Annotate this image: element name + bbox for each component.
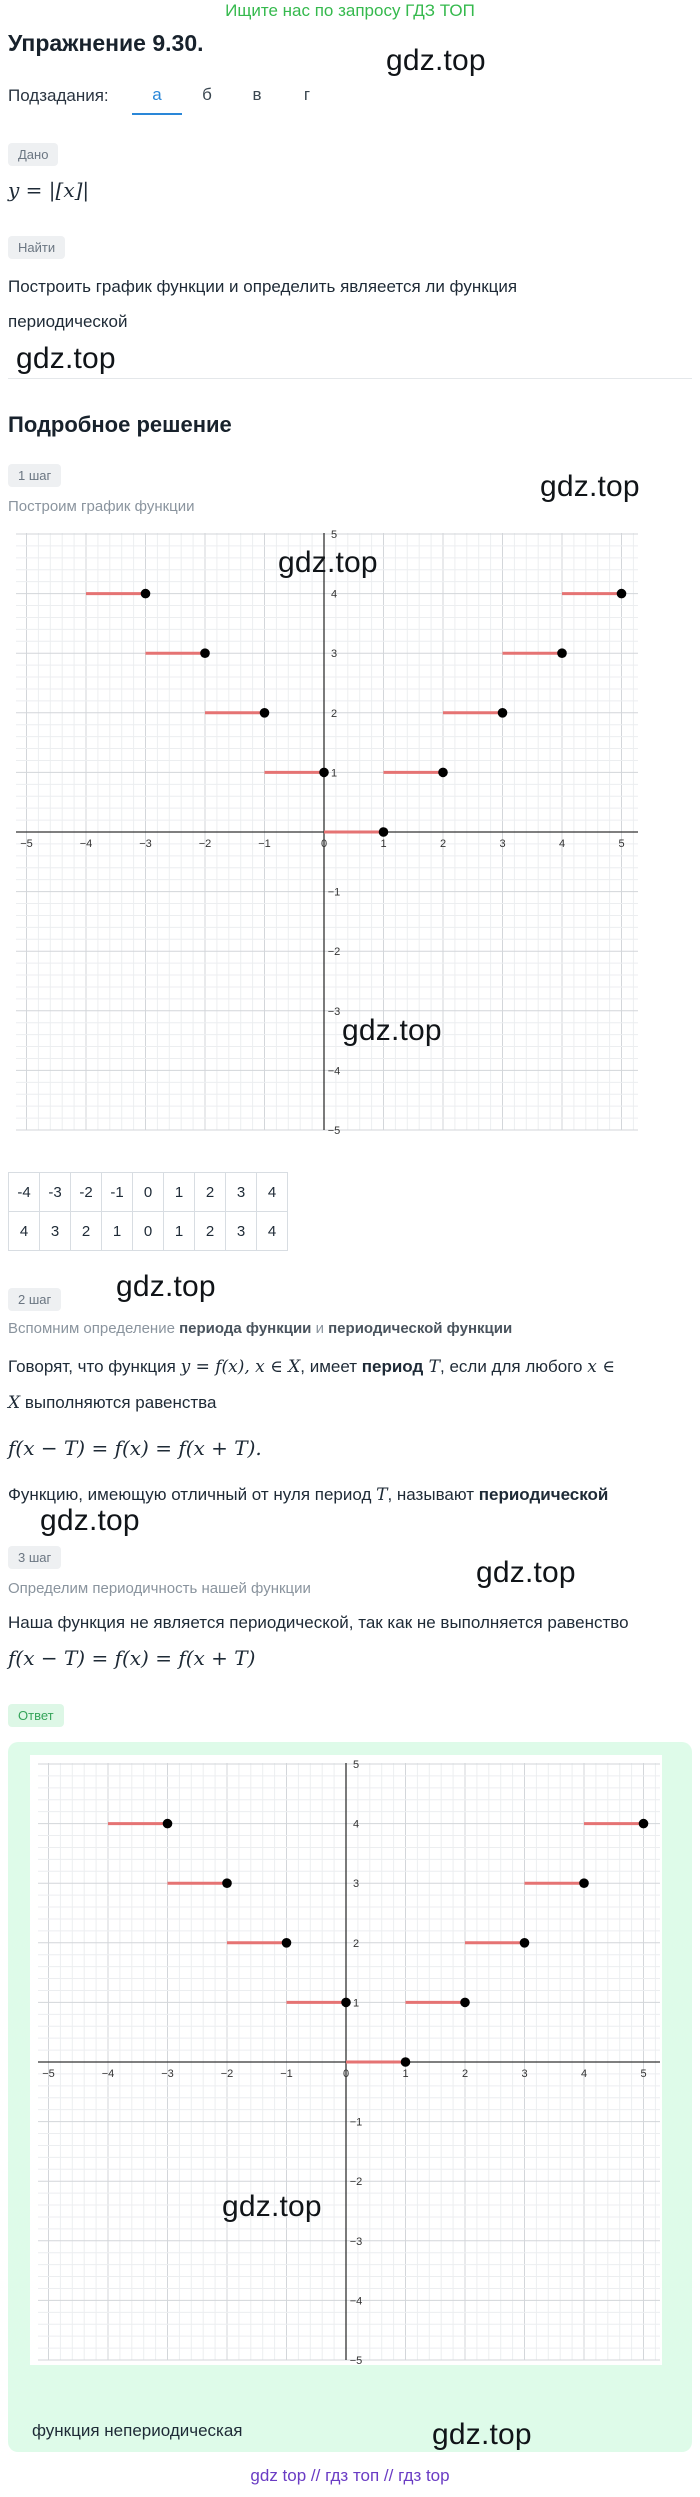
x-tick-label: −5	[42, 2068, 55, 2080]
watermark: gdz.top	[278, 546, 378, 579]
find-text-line-2: периодической	[8, 312, 128, 331]
given-formula: y = |[x]|	[8, 178, 90, 202]
step2-bold-periodic: периодической функции	[328, 1320, 513, 1337]
step3-text: Определим периодичность нашей функции	[8, 1580, 311, 1597]
x-tick-label: 4	[580, 2068, 588, 2080]
answer-chip: Ответ	[8, 1704, 64, 1727]
table-cell: 3	[226, 1173, 257, 1212]
step2-text-pre: Вспомним определение	[8, 1320, 180, 1337]
inline-formula: y = f(x), x ∈ X	[180, 1357, 301, 1377]
table-row-x	[9, 1173, 288, 1212]
data-point	[341, 1998, 351, 2008]
y-tick-label: −3	[349, 2235, 363, 2248]
watermark: gdz.top	[432, 2418, 532, 2451]
x-tick-label: 2	[461, 2068, 469, 2080]
step3-formula: f(x − T) = f(x) = f(x + T)	[8, 1646, 256, 1670]
step1-chip: 1 шаг	[8, 464, 61, 487]
data-point	[579, 1878, 589, 1888]
function-graph	[8, 525, 640, 1135]
x-tick-label: −2	[220, 2068, 234, 2080]
data-point	[460, 1998, 470, 2008]
given-chip: Дано	[8, 143, 58, 166]
watermark: gdz.top	[540, 470, 640, 503]
y-tick-label: 2	[352, 1937, 360, 1950]
step2-text	[8, 1320, 512, 1337]
step1-text: Построим график функции	[8, 498, 195, 515]
data-point	[141, 589, 151, 599]
y-tick-label: −2	[349, 2176, 363, 2189]
data-point	[401, 2057, 411, 2067]
inline-formula: T	[423, 1357, 441, 1377]
watermark: gdz.top	[476, 1556, 576, 1589]
x-tick-label: 1	[402, 2068, 409, 2080]
table-row-y	[9, 1212, 288, 1251]
y-tick-label: 4	[330, 588, 338, 601]
values-table	[8, 1172, 288, 1251]
x-tick-label: −5	[20, 838, 33, 850]
data-point	[260, 708, 270, 718]
bold-term: периодической	[478, 1485, 609, 1504]
x-tick-label: −4	[101, 2068, 115, 2080]
data-point	[163, 1819, 173, 1829]
inline-formula: x ∈	[587, 1357, 615, 1377]
text-span: Функцию, имеющую отличный от нуля период	[8, 1485, 377, 1504]
table-cell: 2	[195, 1212, 226, 1251]
subtasks-label: Подзадания:	[8, 86, 109, 105]
y-tick-label: −4	[327, 1065, 341, 1078]
data-point	[520, 1938, 530, 1948]
table-cell: 4	[257, 1173, 288, 1212]
section-title: Подробное решение	[8, 412, 232, 437]
table-cell: 2	[195, 1173, 226, 1212]
table-cell: 0	[133, 1173, 164, 1212]
data-point	[557, 648, 567, 658]
watermark: gdz.top	[342, 1014, 442, 1047]
inline-formula: X	[8, 1393, 21, 1413]
x-tick-label: 0	[342, 2068, 350, 2080]
tab-g[interactable]: г	[303, 85, 311, 104]
definition-line-1	[8, 1350, 615, 1384]
tab-a[interactable]: а	[132, 82, 182, 115]
x-tick-label: 1	[380, 838, 387, 850]
data-point	[319, 768, 329, 778]
y-tick-label: −1	[349, 2116, 363, 2129]
tab-b[interactable]: б	[202, 85, 212, 104]
text-span: , имеет	[300, 1357, 362, 1376]
step2-chip: 2 шаг	[8, 1288, 61, 1311]
data-point	[438, 768, 448, 778]
table-cell: 4	[257, 1212, 288, 1251]
y-tick-label: 2	[330, 707, 338, 720]
table-cell: 1	[164, 1173, 195, 1212]
x-tick-label: −4	[79, 838, 93, 850]
equality-formula: f(x − T) = f(x) = f(x + T).	[8, 1436, 262, 1460]
y-tick-label: −3	[327, 1005, 341, 1018]
data-point	[379, 827, 389, 837]
data-point	[282, 1938, 292, 1948]
table-cell: 4	[9, 1212, 40, 1251]
data-point	[639, 1819, 649, 1829]
top-banner[interactable]: Ищите нас по запросу ГДЗ ТОП	[225, 1, 475, 20]
bold-term: период	[361, 1357, 424, 1376]
table-cell: 3	[40, 1212, 71, 1251]
y-tick-label: 3	[330, 648, 338, 661]
footer-links[interactable]: gdz top // гдз топ // гдз top	[250, 2466, 450, 2485]
table-cell: -4	[9, 1173, 40, 1212]
x-tick-label: 2	[439, 838, 447, 850]
y-tick-label: 3	[352, 1878, 360, 1891]
y-tick-label: −2	[327, 946, 341, 959]
x-tick-label: 4	[558, 838, 566, 850]
page-title: Упражнение 9.30.	[8, 30, 204, 56]
table-cell: -3	[40, 1173, 71, 1212]
y-tick-label: −5	[349, 2355, 363, 2365]
watermark: gdz.top	[16, 342, 116, 375]
x-tick-label: −1	[280, 2068, 293, 2080]
data-point	[222, 1878, 232, 1888]
table-cell: -1	[102, 1173, 133, 1212]
x-tick-label: 5	[618, 838, 625, 850]
table-cell: -2	[71, 1173, 102, 1212]
x-tick-label: −1	[258, 838, 271, 850]
watermark: gdz.top	[222, 2190, 322, 2223]
x-tick-label: −2	[198, 838, 212, 850]
text-span: выполняются равенства	[20, 1393, 217, 1412]
step2-bold-period: периода функции	[179, 1320, 312, 1337]
data-point	[617, 589, 627, 599]
watermark: gdz.top	[116, 1270, 216, 1303]
table-cell: 3	[226, 1212, 257, 1251]
y-tick-label: 5	[352, 1759, 360, 1771]
watermark: gdz.top	[386, 44, 486, 77]
y-tick-label: −5	[327, 1125, 341, 1135]
y-tick-label: 1	[330, 767, 338, 780]
x-tick-label: 0	[320, 838, 328, 850]
step2-text-mid: и	[311, 1320, 329, 1337]
text-span: , если для любого	[440, 1357, 588, 1376]
divider	[8, 378, 692, 379]
x-tick-label: −3	[161, 2068, 174, 2080]
watermark: gdz.top	[40, 1504, 140, 1537]
y-tick-label: 4	[352, 1818, 360, 1831]
answer-function-graph	[30, 1755, 662, 2365]
x-tick-label: 5	[640, 2068, 647, 2080]
definition-line-2	[8, 1386, 216, 1420]
inline-formula: T	[376, 1485, 388, 1505]
x-tick-label: −3	[139, 838, 152, 850]
x-tick-label: 3	[521, 2068, 528, 2080]
y-tick-label: 5	[330, 529, 338, 541]
data-point	[498, 708, 508, 718]
table-cell: 1	[102, 1212, 133, 1251]
x-tick-label: 3	[499, 838, 506, 850]
find-text-line-1: Построить график функции и определить являеется ли функция	[8, 277, 518, 296]
step3-line: Наша функция не является периодической, так как не выполняется равенство	[8, 1613, 629, 1632]
text-span: , называют	[387, 1485, 479, 1504]
answer-text: функция непериодическая	[32, 2421, 243, 2440]
step3-chip: 3 шаг	[8, 1546, 61, 1569]
y-tick-label: −4	[349, 2295, 363, 2308]
text-span: Говорят, что функция	[8, 1357, 181, 1376]
y-tick-label: 1	[352, 1997, 360, 2010]
tab-v[interactable]: в	[252, 85, 262, 104]
table-cell: 1	[164, 1212, 195, 1251]
find-chip: Найти	[8, 236, 65, 259]
table-cell: 2	[71, 1212, 102, 1251]
table-cell: 0	[133, 1212, 164, 1251]
subtask-tabs	[132, 82, 332, 115]
data-point	[200, 648, 210, 658]
y-tick-label: −1	[327, 886, 341, 899]
